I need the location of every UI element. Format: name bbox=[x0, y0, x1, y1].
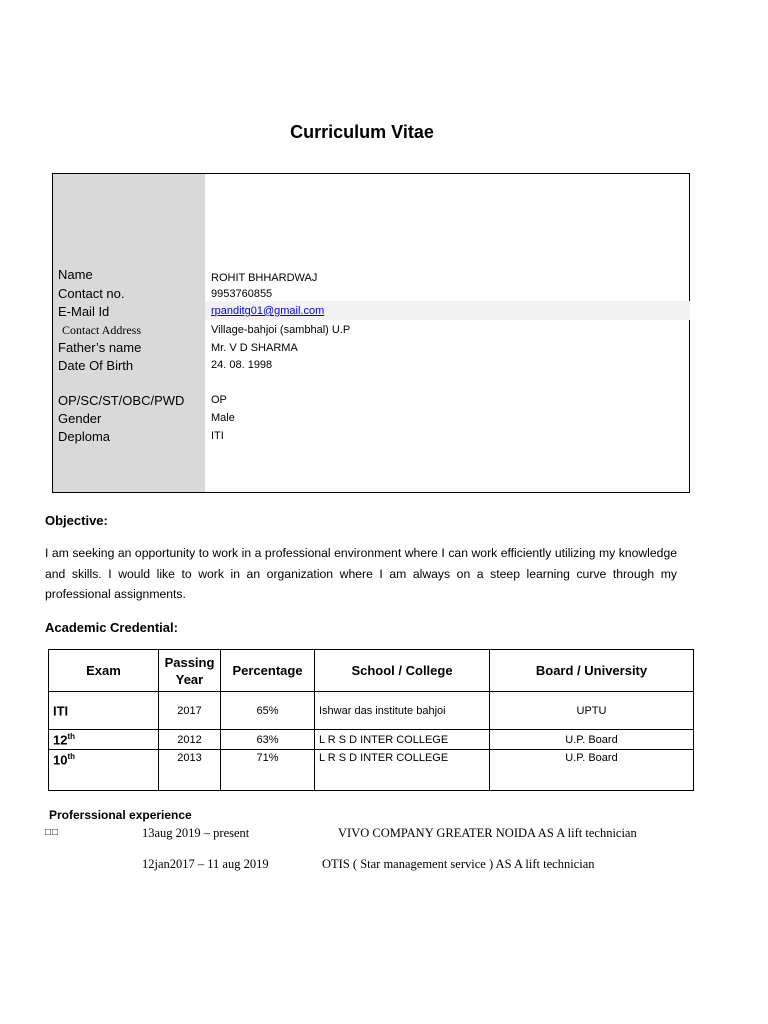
cell-percentage: 63% bbox=[221, 730, 315, 750]
label-contact-no: Contact no. bbox=[58, 286, 125, 301]
col-header-percentage: Percentage bbox=[221, 650, 315, 692]
experience-description-2: OTIS ( Star management service ) AS A lift technician bbox=[322, 857, 595, 871]
label-diploma: Deploma bbox=[58, 429, 111, 444]
bullet-placeholder-icon: □□ bbox=[45, 827, 60, 838]
col-header-school: School / College bbox=[315, 650, 490, 692]
academic-heading: Academic Credential: bbox=[45, 620, 178, 635]
cell-board: UPTU bbox=[490, 692, 694, 730]
experience-description-1: VIVO COMPANY GREATER NOIDA AS A lift technician bbox=[338, 826, 637, 840]
table-header-row bbox=[49, 650, 694, 692]
value-contact-no: 9953760855 bbox=[211, 288, 273, 300]
cell-school: Ishwar das institute bahjoi bbox=[315, 692, 490, 730]
cell-exam: 12th bbox=[49, 730, 159, 750]
label-name: Name bbox=[58, 267, 93, 282]
value-date-of-birth: 24. 08. 1998 bbox=[211, 359, 273, 371]
cell-board: U.P. Board bbox=[490, 750, 694, 791]
objective-heading: Objective: bbox=[45, 513, 108, 528]
personal-info-box bbox=[52, 173, 690, 493]
col-header-exam: Exam bbox=[49, 650, 159, 692]
document-title: Curriculum Vitae bbox=[290, 122, 434, 142]
label-category: OP/SC/ST/OBC/PWD bbox=[58, 393, 185, 408]
cell-percentage: 65% bbox=[221, 692, 315, 730]
table-row bbox=[49, 730, 694, 750]
col-header-passing-year: Passing Year bbox=[159, 650, 221, 692]
value-category: OP bbox=[211, 394, 227, 406]
experience-period-1: 13aug 2019 – present bbox=[142, 826, 250, 840]
cell-school: L R S D INTER COLLEGE bbox=[315, 730, 490, 750]
label-gender: Gender bbox=[58, 411, 102, 426]
label-contact-address: Contact Address bbox=[62, 323, 141, 337]
value-name: ROHIT BHHARDWAJ bbox=[211, 272, 318, 284]
cell-year: 2017 bbox=[159, 692, 221, 730]
experience-heading: Proferssional experience bbox=[49, 808, 192, 822]
cell-school: L R S D INTER COLLEGE bbox=[315, 750, 490, 791]
cell-exam: ITI bbox=[49, 692, 159, 730]
table-row bbox=[49, 750, 694, 791]
table-row bbox=[49, 692, 694, 730]
label-fathers-name: Father’s name bbox=[58, 340, 142, 355]
value-fathers-name: Mr. V D SHARMA bbox=[211, 342, 298, 354]
label-email: E-Mail Id bbox=[58, 304, 110, 319]
cell-year: 2012 bbox=[159, 730, 221, 750]
cell-board: U.P. Board bbox=[490, 730, 694, 750]
cell-percentage: 71% bbox=[221, 750, 315, 791]
experience-period-2: 12jan2017 – 11 aug 2019 bbox=[142, 857, 269, 871]
cell-year: 2013 bbox=[159, 750, 221, 791]
objective-text: I am seeking an opportunity to work in a professional environment where I can work efficiently utilizing my knowledge and skills. I would like to work in an organization where I am always on a steep learning curve through my professional assignments. bbox=[45, 546, 677, 601]
value-gender: Male bbox=[211, 412, 235, 424]
cell-exam: 10th bbox=[49, 750, 159, 791]
value-diploma: ITI bbox=[211, 430, 224, 442]
academic-table bbox=[48, 649, 694, 791]
email-link[interactable]: rpanditg01@gmail.com bbox=[211, 305, 325, 317]
col-header-board: Board / University bbox=[490, 650, 694, 692]
label-date-of-birth: Date Of Birth bbox=[58, 358, 134, 373]
value-contact-address: Village-bahjoi (sambhal) U.P bbox=[211, 324, 351, 336]
value-email bbox=[211, 304, 324, 319]
